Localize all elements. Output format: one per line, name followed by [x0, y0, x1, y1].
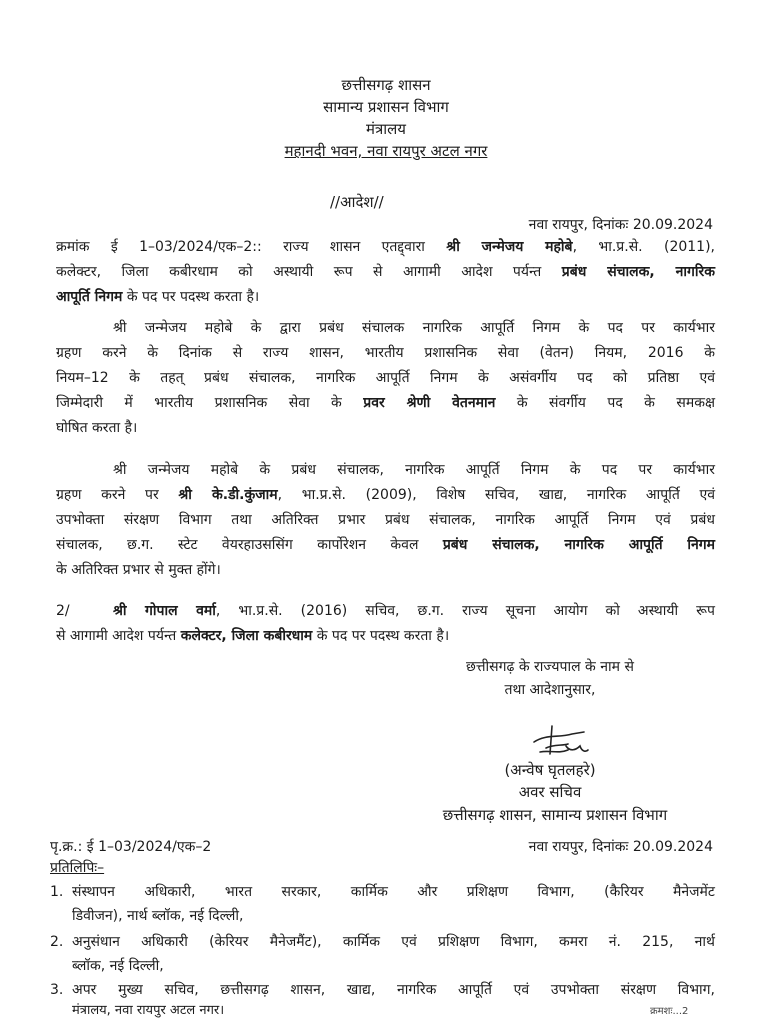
header-government: छत्तीसगढ़ शासन: [341, 76, 431, 94]
para1-text: के पद पर पदस्थ करता है।: [122, 289, 260, 305]
continued-marker: क्रमशः...2: [650, 1006, 689, 1017]
para1-line2: [56, 262, 715, 282]
post-title: प्रबंध संचालक, नागरिक आपूर्ति निगम: [442, 537, 715, 553]
copy-item-1-line2: डिवीजन), नार्थ ब्लॉक, नई दिल्ली,: [72, 908, 244, 924]
para3-text: , भा.प्र.से. (2009), विशेष सचिव, खाद्य, नागरिक आपूर्ति एवं: [277, 487, 715, 503]
copy-item-number: 3.: [50, 982, 64, 998]
para1-line3: [56, 287, 259, 307]
para4-text: से आगामी आदेश पर्यन्त: [56, 628, 181, 644]
para4-text: के पद पर पदस्थ करता है।: [312, 628, 450, 644]
para3-line2: [56, 485, 715, 505]
para3-text: संचालक, छ.ग. स्टेट वेयरहाउससिंग कार्पोरेशन केवल: [56, 537, 443, 553]
header-address: [0, 141, 772, 161]
signatory-name: (अन्वेष घृतलहरे): [504, 761, 596, 779]
copy-item-2-line2: ब्लॉक, नई दिल्ली,: [72, 958, 164, 974]
para4-line2: [56, 626, 449, 646]
handwritten-signature: [528, 724, 592, 760]
post-title: प्रबंध संचालक, नागरिक: [561, 264, 715, 280]
officer-name-2: श्री के.डी.कुंजाम: [178, 487, 278, 503]
post-title: कलेक्टर, जिला कबीरधाम: [180, 628, 313, 644]
para3-line1: श्री जन्मेजय महोबे के प्रबंध संचालक, नागरिक आपूर्ति निगम के पद पर कार्यभार: [113, 462, 715, 478]
para1-text: , भा.प्र.से. (2011),: [572, 239, 715, 255]
para3-text: ग्रहण करने पर: [56, 487, 179, 503]
para2-text: के संवर्गीय पद के समकक्ष: [495, 395, 715, 411]
header-department: सामान्य प्रशासन विभाग: [323, 98, 449, 116]
para2-line5: घोषित करता है।: [56, 420, 138, 436]
copy-item-1-line1: संस्थापन अधिकारी, भारत सरकार, कार्मिक और प्रशिक्षण विभाग, (कैरियर मैनेजमेंट: [72, 884, 715, 900]
signature-authority-line1: छत्तीसगढ़ के राज्यपाल के नाम से: [466, 659, 634, 675]
signatory-department: छत्तीसगढ़ शासन, सामान्य प्रशासन विभाग: [442, 806, 668, 824]
header-address-text: महानदी भवन, नवा रायपुर अटल नगर: [284, 142, 488, 160]
para3-line3: उपभोक्ता संरक्षण विभाग तथा अतिरिक्त प्रभार प्रबंध संचालक, नागरिक आपूर्ति निगम एवं प्रबंध: [56, 512, 715, 528]
copy-item-number: 1.: [50, 884, 64, 900]
endorsement-ref: पृ.क्र.: ई 1–03/2024/एक–2: [50, 839, 212, 855]
order-title: //आदेश//: [330, 193, 384, 211]
officer-name-3: श्री गोपाल वर्मा: [113, 603, 216, 619]
copy-item-2-line1: अनुसंधान अधिकारी (केरियर मैनेजमैंट), कार्मिक एवं प्रशिक्षण विभाग, कमरा नं. 215, नार्थ: [72, 934, 715, 950]
copy-to-label: प्रतिलिपिः–: [50, 860, 105, 876]
signatory-designation: अवर सचिव: [518, 783, 582, 801]
endorsement-place-date: नवा रायपुर, दिनांकः 20.09.2024: [528, 839, 713, 855]
pay-scale: प्रवर श्रेणी वेतनमान: [363, 395, 496, 411]
para2-text: जिम्मेदारी में भारतीय प्रशासनिक सेवा के: [56, 395, 364, 411]
copy-item-3-line1: अपर मुख्य सचिव, छत्तीसगढ़ शासन, खाद्य, नागरिक आपूर्ति एवं उपभोक्ता संरक्षण विभाग,: [72, 982, 715, 998]
para4-number: 2/: [56, 603, 70, 619]
para2-line1: श्री जन्मेजय महोबे के द्वारा प्रबंध संचालक नागरिक आपूर्ति निगम के पद पर कार्यभार: [113, 320, 715, 336]
para1-text: कलेक्टर, जिला कबीरधाम को अस्थायी रूप से आगामी आदेश पर्यन्त: [56, 264, 562, 280]
para1-line1: [56, 237, 715, 257]
para3-line4: [56, 535, 715, 555]
para3-line5: के अतिरिक्त प्रभार से मुक्त होंगे।: [56, 562, 221, 578]
order-number-text: क्रमांक ई 1–03/2024/एक–2:: राज्य शासन एतद्द्वारा: [56, 239, 447, 255]
header-ministry: मंत्रालय: [365, 120, 406, 138]
para4-line1: [113, 601, 715, 621]
copy-item-number: 2.: [50, 934, 64, 950]
officer-name-1: श्री जन्मेजय महोबे: [446, 239, 573, 255]
order-place-date: नवा रायपुर, दिनांकः 20.09.2024: [528, 217, 713, 233]
para4-text: , भा.प्र.से. (2016) सचिव, छ.ग. राज्य सूचना आयोग को अस्थायी रूप: [215, 603, 715, 619]
para2-line2: ग्रहण करने के दिनांक से राज्य शासन, भारतीय प्रशासनिक सेवा (वेतन) नियम, 2016 के: [56, 345, 715, 361]
signature-authority-line2: तथा आदेशानुसार,: [504, 682, 596, 698]
copy-item-3-line2: मंत्रालय, नवा रायपुर अटल नगर।: [72, 1003, 225, 1018]
para2-line3: नियम–12 के तहत् प्रबंध संचालक, नागरिक आपूर्ति निगम के असंवर्गीय पद को प्रतिष्ठा एवं: [56, 370, 715, 386]
post-title: आपूर्ति निगम: [56, 289, 123, 305]
para2-line4: [56, 393, 715, 413]
